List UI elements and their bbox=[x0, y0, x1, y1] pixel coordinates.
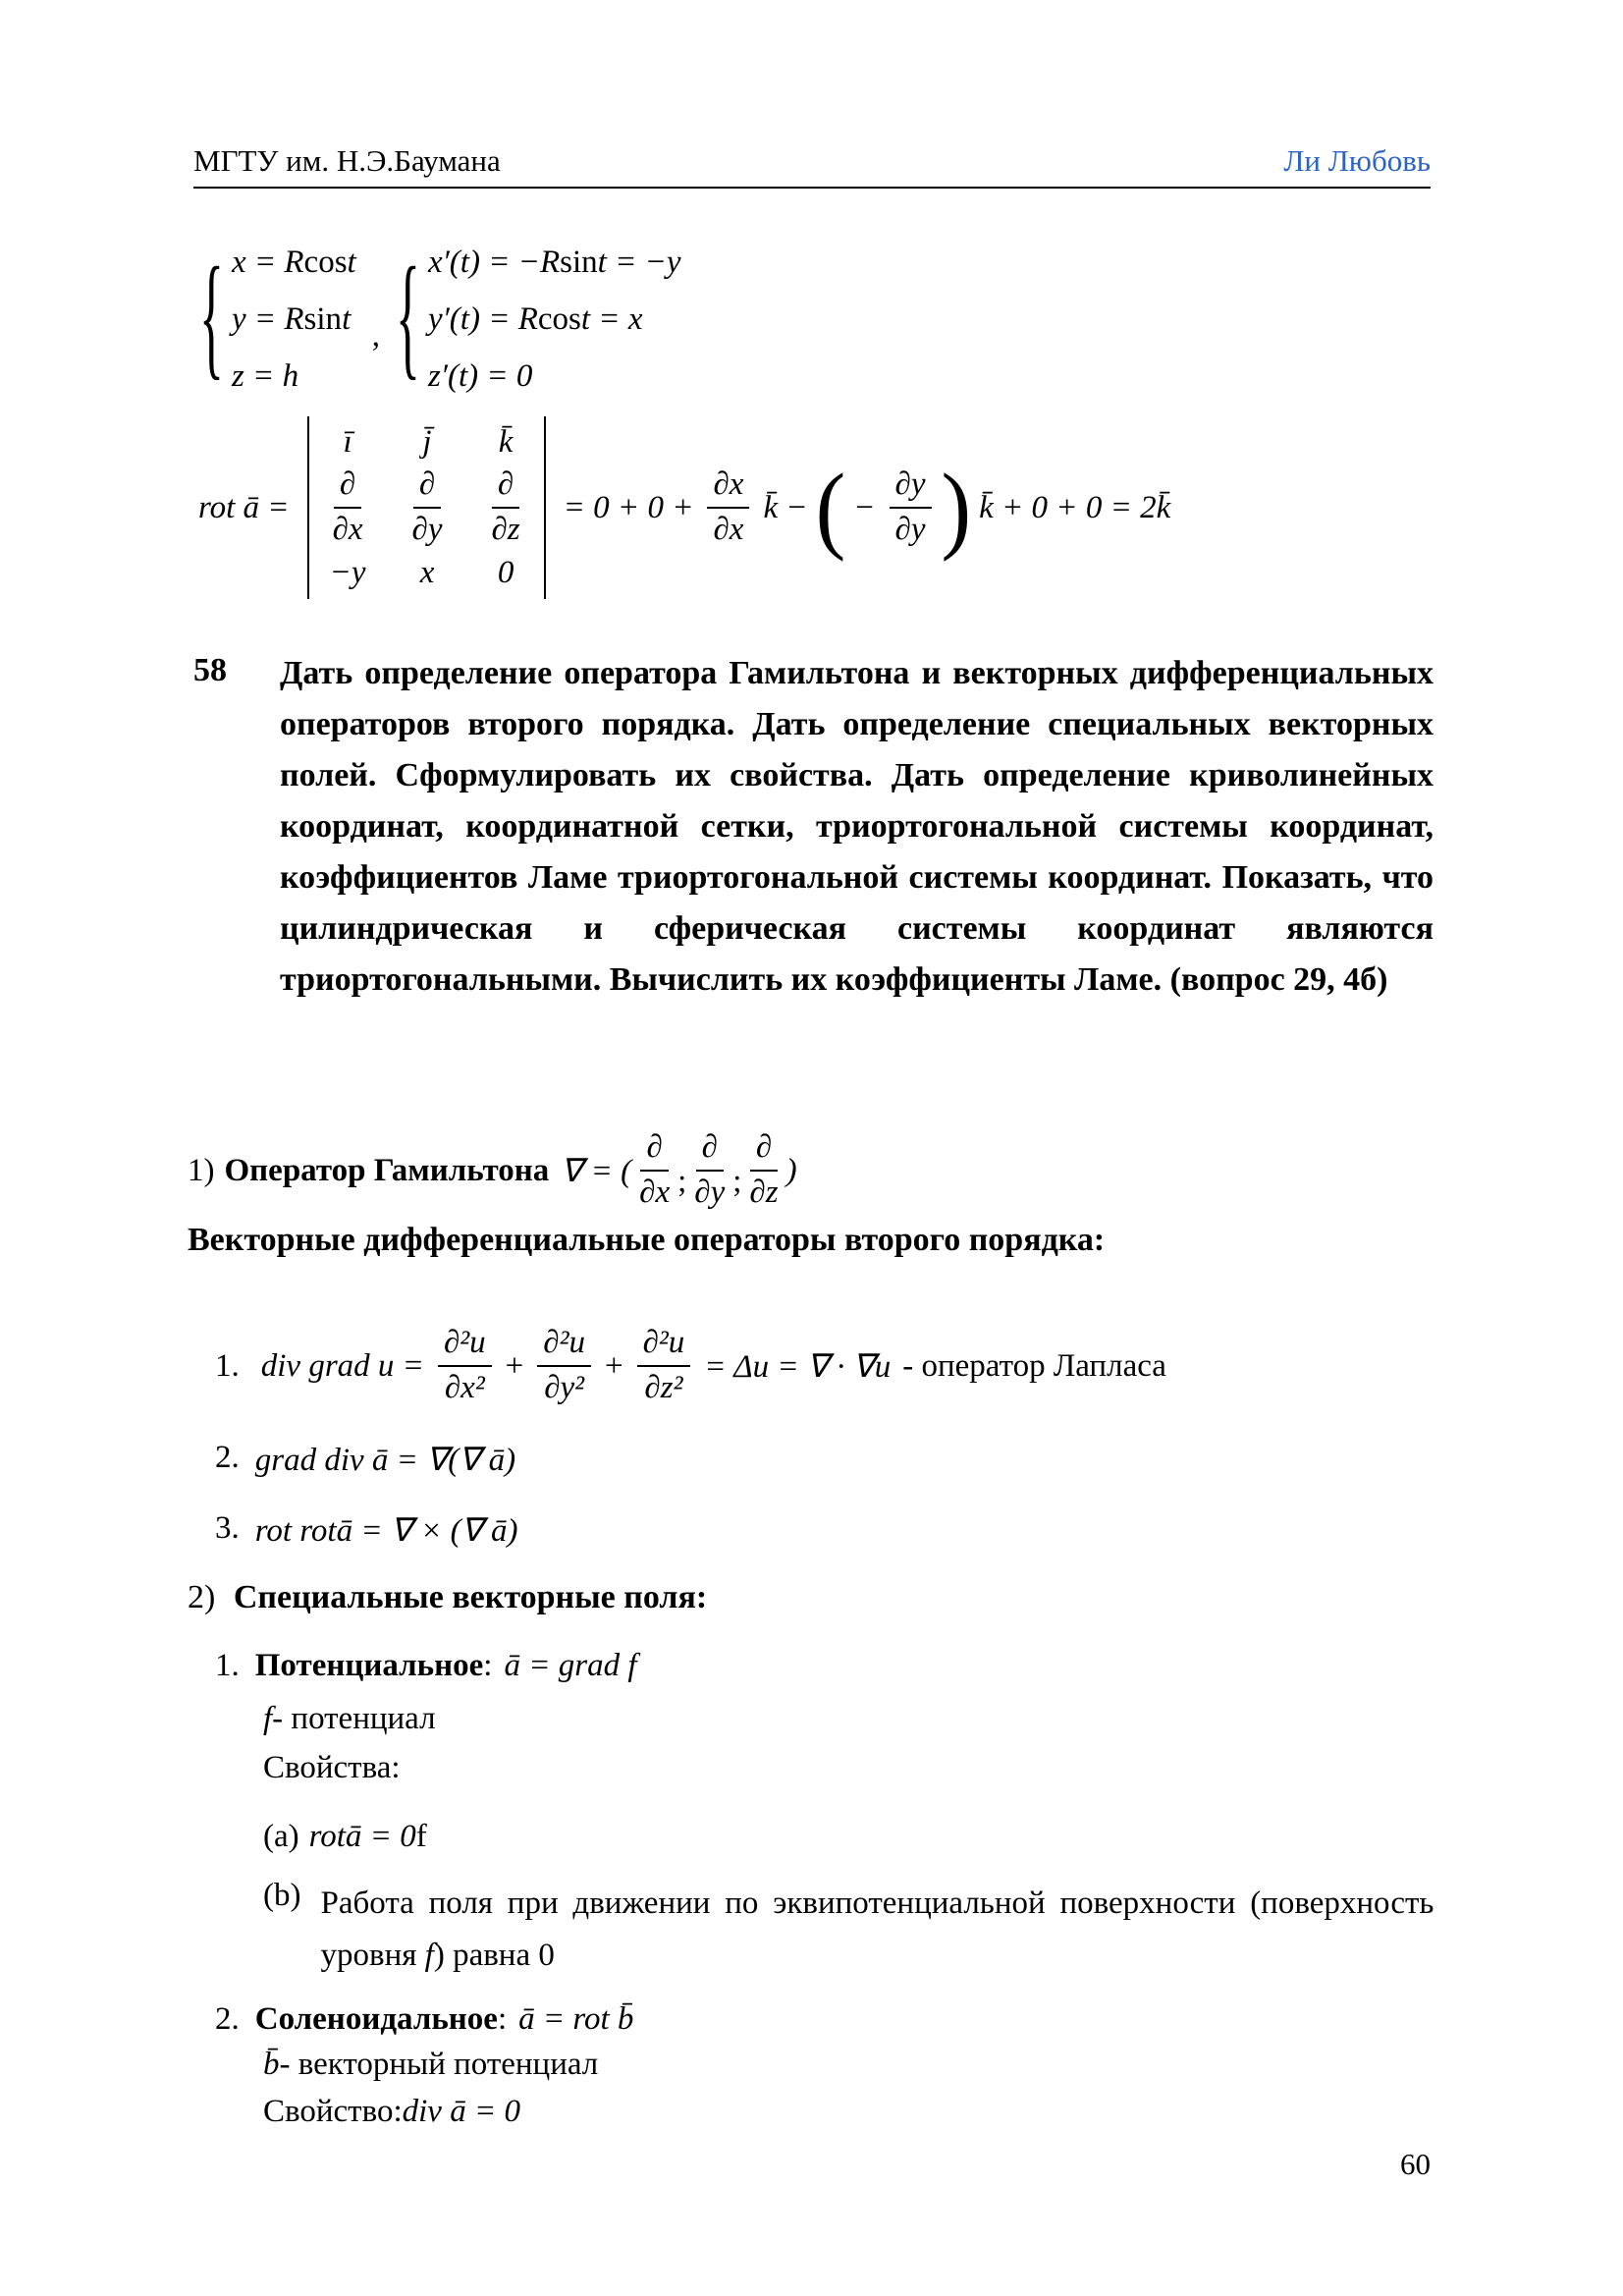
equation-line: z′(t) = 0 bbox=[427, 357, 533, 394]
special-fields-section bbox=[188, 1579, 707, 1616]
equation-line: y′(t) = R cos t = x bbox=[427, 301, 643, 337]
partial-fraction: $\frac{\partial x}{\partial x}$ bbox=[707, 466, 749, 549]
header-rule bbox=[193, 187, 1431, 189]
solenoidal-field-item: 2. Соленоидальное : ā = rot b̄ bbox=[215, 2001, 634, 2037]
solenoidal-property-line: Свойство: div ā = 0 bbox=[263, 2094, 520, 2129]
section-number: 1) bbox=[188, 1152, 215, 1188]
potential-definition-line: f - потенциал bbox=[263, 1701, 436, 1736]
second-order-operators-title: Векторные дифференциальные операторы второго порядка: bbox=[188, 1222, 1106, 1258]
institution-label: МГТУ им. Н.Э.Баумана bbox=[193, 143, 501, 178]
section-title: Оператор Гамильтона bbox=[224, 1152, 550, 1188]
partial-fraction: $\frac{\partial}{\partial x}$ bbox=[332, 466, 363, 547]
partial-fraction: $\frac{\text{∂²u}}{\text{∂y²}}$ bbox=[537, 1325, 591, 1407]
hamilton-operator-line: 1) Оператор Гамильтона ∇ = ( $\frac{\partial}{\partial x}$ ; $\frac{\partial}{\partial y}$ ; $\frac{\partial}{\partial z}$ ) bbox=[188, 1129, 797, 1210]
section-number: 2) bbox=[188, 1579, 216, 1615]
equation-line: z = h bbox=[231, 357, 299, 394]
left-brace: { bbox=[199, 242, 224, 394]
section-title: Специальные векторные поля: bbox=[233, 1579, 708, 1615]
author-link[interactable]: Ли Любовь bbox=[1283, 143, 1431, 178]
properties-label: Свойства: bbox=[263, 1750, 401, 1785]
property-a: (a) rotā = 0 f bbox=[263, 1819, 427, 1854]
partial-fraction: $\frac{\partial y}{\partial y}$ bbox=[890, 466, 932, 549]
rot-lhs: rot ā = bbox=[198, 489, 290, 525]
question-58 bbox=[193, 648, 1434, 1006]
partial-fraction: $\frac{\partial}{\partial y}$ bbox=[411, 466, 443, 547]
sub-item-label: (b) bbox=[263, 1878, 301, 1913]
page-number: 60 bbox=[1400, 2147, 1431, 2181]
derivative-system bbox=[396, 234, 681, 405]
big-paren-close: ) bbox=[941, 453, 972, 563]
list-number: 2. bbox=[215, 2001, 240, 2037]
vector-potential-line: b̄ - векторный потенциал bbox=[263, 2047, 599, 2082]
systems-separator-comma: , bbox=[371, 317, 380, 354]
partial-fraction: $\frac{\text{∂²u}}{\text{∂x²}}$ bbox=[438, 1325, 492, 1407]
list-number: 2. bbox=[215, 1440, 240, 1475]
list-number: 1. bbox=[215, 1648, 240, 1683]
determinant-matrix: ī j̄ k̄ $\frac{\partial}{\partial x}$ $\frac{\partial}{\partial y}$ $\frac{\partial}{\partial z}$ −y x 0 bbox=[307, 416, 546, 599]
laplace-operator-item: 1. div grad u = $\frac{\text{∂²u}}{\text{∂x²}}$ + $\frac{\text{∂²u}}{\text{∂y²}}$ + $\frac{\text{∂²u}}{\text{∂z²}}$ = Δu = ∇ · ∇u - оператор Лапласа bbox=[215, 1325, 1166, 1405]
equation-line: x = R cos t bbox=[231, 244, 356, 280]
partial-fraction: $\frac{\partial}{\partial z}$ bbox=[491, 466, 520, 547]
equation-line: y = R sin t bbox=[231, 301, 352, 337]
page-header bbox=[193, 143, 1431, 179]
equation-systems-block bbox=[199, 234, 681, 405]
property-b: (b) Работа поля при движении по эквипотенциальной поверхности (поверхность уровня f) равна 0 bbox=[263, 1878, 1437, 1982]
list-number: 1. bbox=[215, 1347, 240, 1384]
grad-div-item: 2. grad div ā = ∇(∇ ā) bbox=[215, 1440, 516, 1478]
partial-fraction: $\frac{\partial}{\partial x}$ bbox=[639, 1129, 671, 1210]
rot-rot-item: 3. rot rotā = ∇ × (∇ ā) bbox=[215, 1510, 518, 1549]
sub-item-label: (a) bbox=[263, 1819, 299, 1854]
rot-determinant-equation: rot ā = ī j̄ k̄ $\frac{\partial}{\partial x}$ $\frac{\partial}{\partial y}$ $\frac{\partial}{\partial z}$ −y x 0 = 0 + 0 + $\frac{\partial x}{\partial x}$ k̄ − ( − $\frac{\partial y}{\partial y}$ ) k̄ + 0 + 0 = 2k̄ bbox=[192, 407, 1176, 609]
laplace-note: - оператор Лапласа bbox=[902, 1347, 1166, 1384]
partial-fraction: $\frac{\text{∂²u}}{\text{∂z²}}$ bbox=[637, 1325, 691, 1407]
equation-line: x′(t) = −R sin t = −y bbox=[427, 244, 681, 280]
big-paren-open: ( bbox=[815, 453, 846, 563]
left-brace: { bbox=[395, 242, 420, 394]
question-text: Дать определение оператора Гамильтона и векторных дифференциальных операторов второго порядка. Дать определение специальных векторных полей. Сформулировать их свойства. Дать определение криволинейных координат, координатной сетки, триортогональной системы координат, коэффициентов Ламе триортогональной системы координат. Показать, что цилиндрическая и сферическая системы координат являются триортогональными. Вычислить их коэффициенты Ламе. (вопрос 29, 4б) bbox=[280, 655, 1434, 998]
partial-fraction: $\frac{\partial}{\partial z}$ bbox=[749, 1129, 779, 1210]
question-number: 58 bbox=[193, 652, 227, 688]
parametric-system bbox=[199, 234, 356, 405]
partial-fraction: $\frac{\partial}{\partial y}$ bbox=[694, 1129, 726, 1210]
list-number: 3. bbox=[215, 1510, 240, 1546]
potential-field-item: 1. Потенциальное : ā = grad f bbox=[215, 1648, 637, 1683]
